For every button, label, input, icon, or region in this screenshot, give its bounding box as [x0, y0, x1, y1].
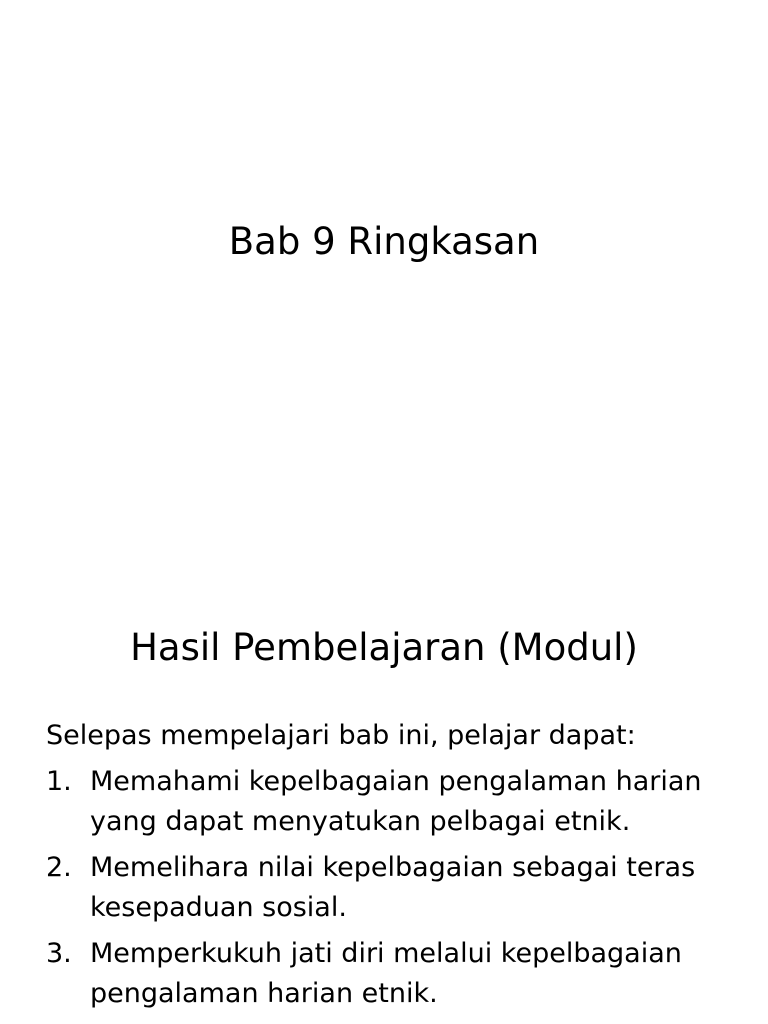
list-item-text: Memelihara nilai kepelbagaian sebagai teras [90, 852, 696, 883]
slide-title: Bab 9 Ringkasan [228, 220, 540, 263]
list-item-number: 1. [46, 766, 72, 797]
slide-title: Hasil Pembelajaran (Modul) [130, 626, 638, 669]
list-item [46, 934, 746, 1014]
list-item-text: Memperkukuh jati diri melalui kepelbagaian [90, 938, 682, 969]
intro-text: Selepas mempelajari bab ini, pelajar dapat: [46, 720, 636, 751]
list-item-number: 3. [46, 938, 72, 969]
slide-body [46, 716, 746, 1014]
list-item-number: 2. [46, 852, 72, 883]
list-item-text: Memahami kepelbagaian pengalaman harian [90, 766, 702, 797]
list-item [46, 762, 746, 842]
outcomes-list [46, 762, 746, 1014]
list-item-text: kesepaduan sosial. [90, 892, 347, 923]
learning-outcomes-slide [0, 560, 768, 1024]
list-item-text: pengalaman harian etnik. [90, 978, 438, 1009]
list-item-text: yang dapat menyatukan pelbagai etnik. [90, 806, 631, 837]
list-item [46, 848, 746, 928]
